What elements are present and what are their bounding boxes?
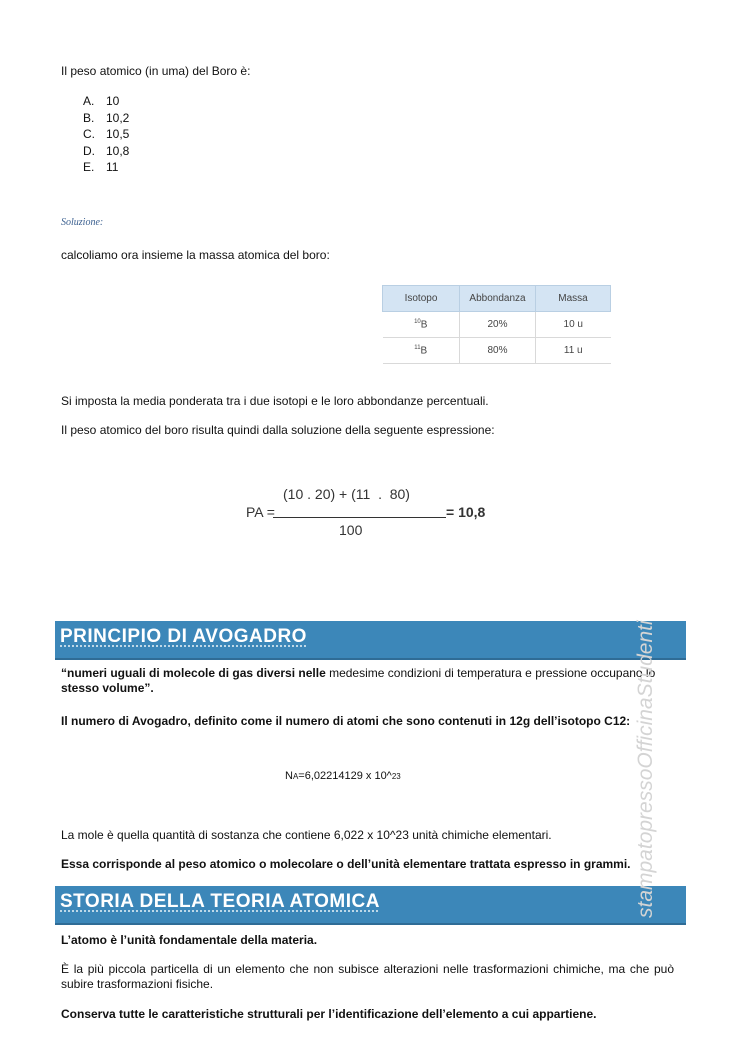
mole-correspondence: Essa corrisponde al peso atomico o molecolare o dell’unità elementare trattata espresso in grammi.	[61, 857, 631, 871]
option-e: E. 11	[83, 160, 119, 174]
header-massa: Massa	[536, 286, 611, 312]
section-header-avogadro	[55, 621, 686, 660]
formula-lhs: PA =	[246, 504, 275, 520]
section-title: PRINCIPIO DI AVOGADRO	[60, 626, 307, 647]
avogadro-quote: “numeri uguali di molecole di gas diversi nelle medesime condizioni di temperatura e pressione occupano lo stesso volume”.	[61, 666, 656, 695]
avogadro-number: NA=6,02214129 x 10^23	[285, 770, 401, 782]
isotope-table	[382, 285, 611, 364]
answer-options	[83, 93, 129, 176]
atom-smallest-particle: È la più piccola particella di un elemento che non subisce alterazioni nelle trasformazioni chimiche, ma che può subire trasformazioni fisiche.	[61, 962, 674, 991]
mass-cell: 11 u	[536, 338, 611, 364]
abundance-cell: 20%	[460, 312, 536, 338]
formula-numerator: (10 . 20) + (11 . 80)	[283, 486, 410, 502]
atom-definition: L’atomo è l’unità fondamentale della materia.	[61, 933, 318, 947]
option-d: D. 10,8	[83, 143, 130, 158]
calc-intro: calcoliamo ora insieme la massa atomica del boro:	[61, 248, 330, 262]
formula-denominator: 100	[339, 522, 363, 538]
mass-cell: 10 u	[536, 312, 611, 338]
mole-definition: La mole è quella quantità di sostanza che contiene 6,022 x 10^23 unità chimiche elementari.	[61, 828, 552, 842]
fraction-line	[273, 517, 446, 518]
option-a: A. 10	[83, 94, 120, 108]
atom-characteristics: Conserva tutte le caratteristiche strutturali per l’identificazione dell’elemento a cui appartiene.	[61, 1007, 597, 1021]
header-abbondanza: Abbondanza	[460, 286, 536, 312]
section-title: STORIA DELLA TEORIA ATOMICA	[60, 891, 380, 912]
option-c: C. 10,5	[83, 127, 130, 141]
question-text: Il peso atomico (in uma) del Boro è:	[61, 64, 251, 78]
isotope-cell: $^{11}$B	[383, 338, 460, 364]
paragraph-expression: Il peso atomico del boro risulta quindi dalla soluzione della seguente espressione:	[61, 423, 495, 437]
option-b: B. 10,2	[83, 110, 130, 125]
header-isotopo: Isotopo	[383, 286, 460, 312]
formula-result: = 10,8	[446, 504, 486, 520]
table-row	[383, 338, 611, 364]
section-header-atomic-theory	[55, 886, 686, 925]
paragraph-weighted-mean: Si imposta la media ponderata tra i due isotopi e le loro abbondanze percentuali.	[61, 394, 489, 408]
isotope-cell: $^{10}$B	[383, 312, 460, 338]
table-row	[383, 312, 611, 338]
table-header-row	[383, 286, 611, 312]
solution-label: Soluzione:	[61, 217, 104, 228]
avogadro-definition: Il numero di Avogadro, definito come il numero di atomi che sono contenuti in 12g dell’isotopo C12:	[61, 714, 631, 728]
abundance-cell: 80%	[460, 338, 536, 364]
watermark-text: stampatopressoOfficinaStudenti	[634, 620, 657, 918]
